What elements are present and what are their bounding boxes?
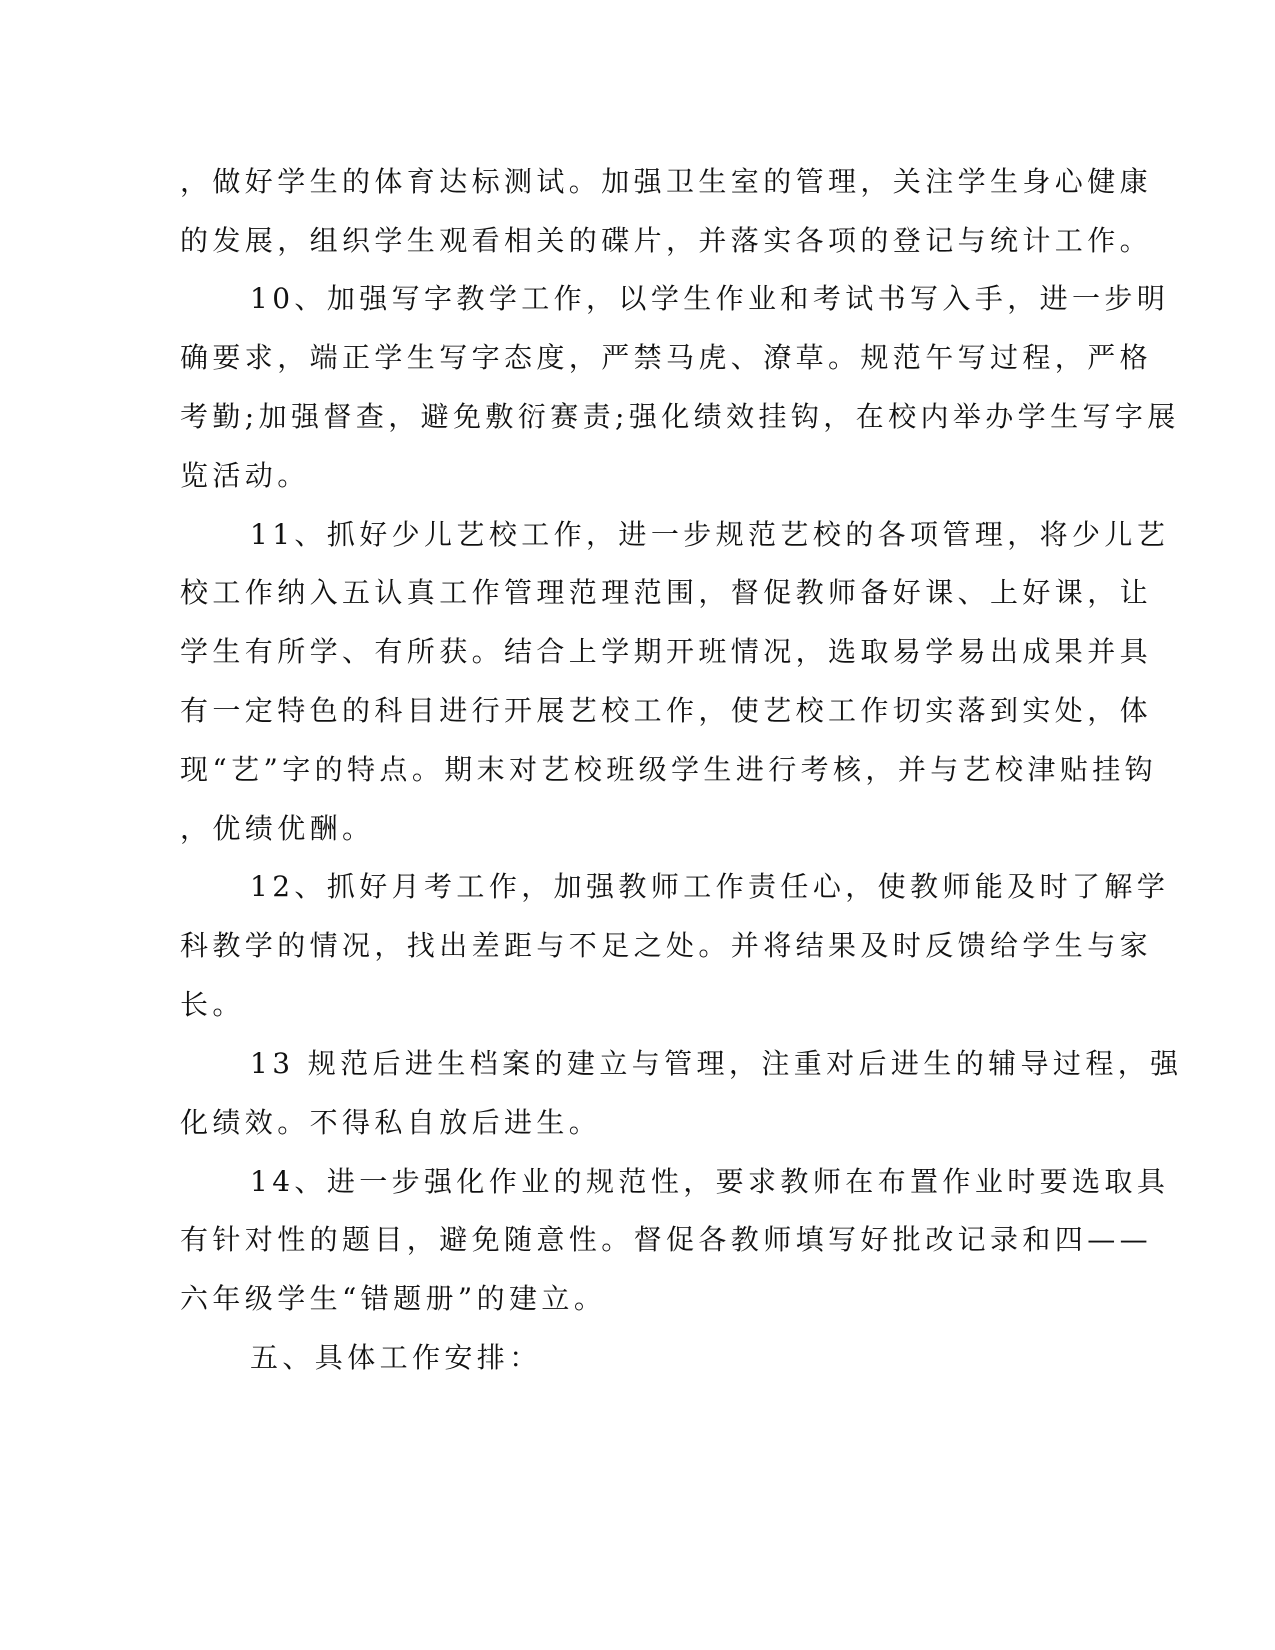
text-line: 12、抓好月考工作，加强教师工作责任心，使教师能及时了解学 [250, 870, 1170, 903]
text-line: 长。 [180, 988, 245, 1021]
text-line: 14、进一步强化作业的规范性，要求教师在布置作业时要选取具 [250, 1165, 1170, 1198]
text-line: 六年级学生“错题册”的建立。 [180, 1282, 607, 1315]
text-line: 化绩效。不得私自放后进生。 [180, 1106, 602, 1139]
text-line: 览活动。 [180, 459, 310, 492]
text-line: 11、抓好少儿艺校工作，进一步规范艺校的各项管理，将少儿艺 [250, 518, 1170, 551]
text-line: 考勤;加强督查，避免敷衍赛责;强化绩效挂钩，在校内举办学生写字展 [180, 400, 1180, 433]
text-line: ，优绩优酬。 [180, 812, 375, 845]
text-line: 有针对性的题目，避免随意性。督促各教师填写好批改记录和四—— [180, 1223, 1153, 1256]
text-line: 校工作纳入五认真工作管理范理范围，督促教师备好课、上好课，让 [180, 576, 1153, 609]
text-line: 10、加强写字教学工作，以学生作业和考试书写入手，进一步明 [250, 282, 1170, 315]
section-heading: 五、具体工作安排： [250, 1341, 542, 1374]
text-line: 13 规范后进生档案的建立与管理，注重对后进生的辅导过程，强 [250, 1047, 1183, 1080]
text-line: ，做好学生的体育达标测试。加强卫生室的管理，关注学生身心健康 [180, 165, 1153, 198]
text-line: 科教学的情况，找出差距与不足之处。并将结果及时反馈给学生与家 [180, 929, 1153, 962]
text-line: 有一定特色的科目进行开展艺校工作，使艺校工作切实落到实处，体 [180, 694, 1153, 727]
text-line: 学生有所学、有所获。结合上学期开班情况，选取易学易出成果并具 [180, 635, 1153, 668]
text-line: 确要求，端正学生写字态度，严禁马虎、潦草。规范午写过程，严格 [180, 341, 1153, 374]
text-line: 现“艺”字的特点。期末对艺校班级学生进行考核，并与艺校津贴挂钩 [180, 753, 1158, 786]
text-line: 的发展，组织学生观看相关的碟片，并落实各项的登记与统计工作。 [180, 224, 1153, 257]
